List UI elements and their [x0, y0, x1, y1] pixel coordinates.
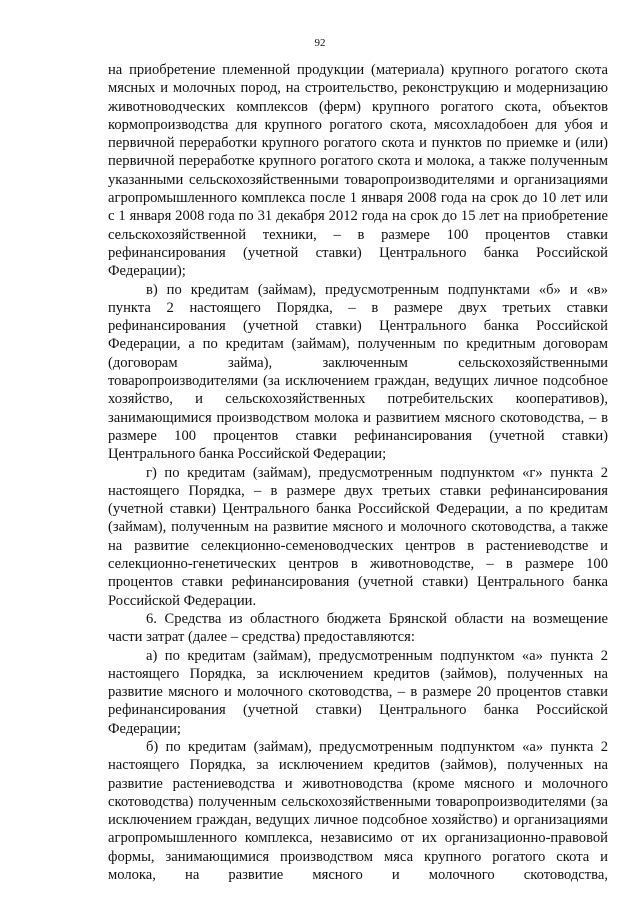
paragraph: на приобретение племенной продукции (материала) крупного рогатого скота мясных и молочных пород, на строительство, реконструкцию и модернизацию животноводческих комплексов (ферм) крупного рогатого скота, объектов кормопроизводства для крупного рогатого скота, мясохладобоен для убоя и первичной переработки крупного рогатого скота и пунктов по приемке и (или) первичной переработке крупного рогатого скота и молока, а также полученным указанными сельскохозяйственными товаропроизводителями и организациями агропромышленного комплекса после 1 января 2008 года на срок до 10 лет или с 1 января 2008 года по 31 декабря 2012 года на срок до 15 лет на приобретение сельскохозяйственной техники, – в размере 100 процентов ставки рефинансирования (учетной ставки) Центрального банка Российской Федерации); — [108, 62, 608, 280]
page-number: 92 — [314, 37, 326, 49]
paragraph: а) по кредитам (займам), предусмотренным подпунктом «а» пункта 2 настоящего Порядка, за исключением кредитов (займов), полученных на развитие мясного и молочного скотоводства, – в размере 20 процентов ставки рефинансирования (учетной ставки) Центрального банка Российской Федерации; — [108, 647, 608, 737]
paragraph: 6. Средства из областного бюджета Брянской области на возмещение части затрат (далее – средства) предоставляются: — [108, 610, 608, 646]
paragraph: г) по кредитам (займам), предусмотренным подпунктом «г» пункта 2 настоящего Порядка, – в размере двух третьих ставки рефинансирования (учетной ставки) Центрального банка Российской Федерации, а по кредитам (займам), полученным на развитие мясного и молочного скотоводства, а также на развитие селекционно-семеноводческих центров в растениеводстве и селекционно-генетических центров в животноводстве, – в размере 100 процентов ставки рефинансирования (учетной ставки) Центрального банка Российской Федерации. — [108, 464, 608, 609]
document-body — [108, 61, 608, 884]
paragraph: б) по кредитам (займам), предусмотренным подпунктом «а» пункта 2 настоящего Порядка, за исключением кредитов (займов), полученных на развитие растениеводства и животноводства (кроме мясного и молочного скотоводства) полученным сельскохозяйственными товаропроизводителями (за исключением граждан, ведущих личное подсобное хозяйство) и организациями агропромышленного комплекса, независимо от их организационно-правовой формы, занимающимися производством мяса крупного рогатого скота и молока, на развитие мясного и молочного скотоводства, — [108, 738, 608, 884]
paragraph: в) по кредитам (займам), предусмотренным подпунктами «б» и «в» пункта 2 настоящего Порядка, – в размере двух третьих ставки рефинансирования (учетной ставки) Центрального банка Российской Федерации, а по кредитам (займам), полученным по кредитным договорам (договорам займа), заключенным сельскохозяйственными товаропроизводителями (за исключением граждан, ведущих личное подсобное хозяйство, и сельскохозяйственных потребительских кооперативов), занимающимися производством молока и развитием мясного скотоводства, – в размере 100 процентов ставки рефинансирования (учетной ставки) Центрального банка Российской Федерации; — [108, 281, 608, 463]
